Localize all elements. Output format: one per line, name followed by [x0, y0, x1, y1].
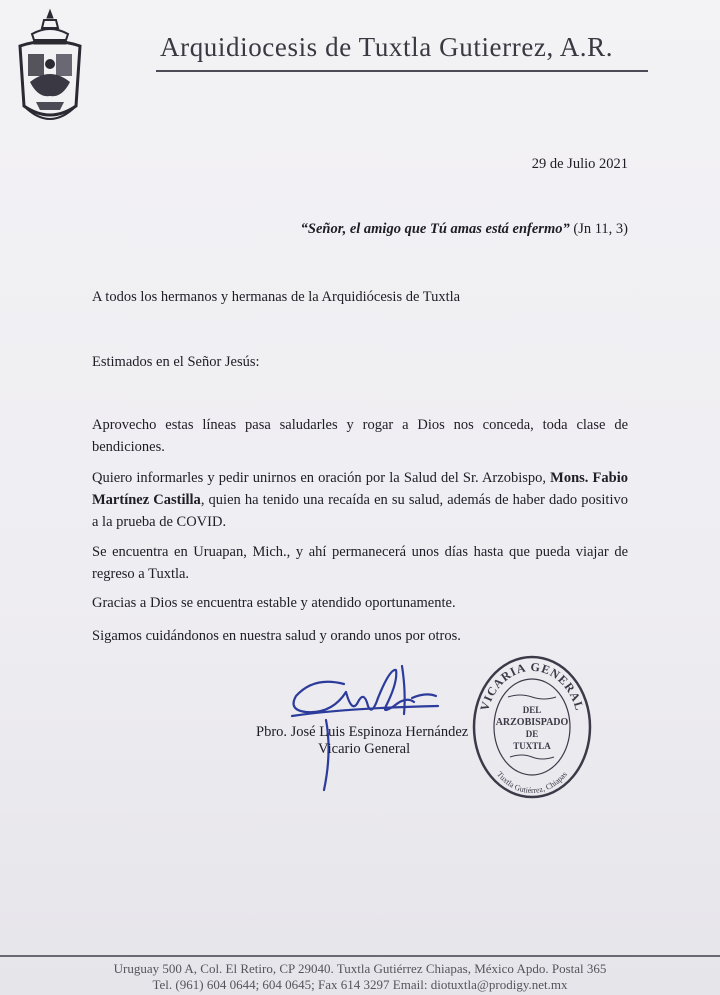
paragraph-greeting: Aprovecho estas líneas pasa saludarles y rogar a Dios nos conceda, toda clase de bendiciones.: [92, 417, 628, 455]
seal-line-2: ARZOBISPADO: [495, 717, 569, 728]
paragraph-location: Se encuentra en Uruapan, Mich., y ahí permanecerá unos días hasta que pueda viajar de regreso a Tuxtla.: [92, 544, 628, 582]
epigraph-quote: [301, 221, 628, 238]
paragraph-text: Quiero informarles y pedir unirnos en oración por la Salud del Sr. Arzobispo,: [92, 470, 551, 486]
addressee-line: A todos los hermanos y hermanas de la Arquidiócesis de Tuxtla: [92, 289, 461, 305]
archbishop-name: Mons. Fabio Martínez Castilla: [92, 470, 629, 508]
salutation: Estimados en el Señor Jesús:: [92, 354, 260, 370]
organization-title: Arquidiocesis de Tuxtla Gutierrez, A.R.: [160, 32, 614, 62]
footer-address: Uruguay 500 A, Col. El Retiro, CP 29040. Tuxtla Gutiérrez Chiapas, México Apdo. Postal 365: [113, 961, 607, 976]
quote-reference: (Jn 11, 3): [573, 221, 628, 237]
paragraph-status: Gracias a Dios se encuentra estable y atendido oportunamente.: [92, 595, 456, 611]
letter-date: 29 de Julio 2021: [531, 156, 628, 172]
seal-line-1: DEL: [522, 705, 542, 715]
archdiocese-crest-icon: [14, 6, 86, 132]
paragraph-prayer-request: [92, 467, 628, 533]
vicaria-general-seal: [470, 653, 594, 801]
seal-ring-bottom: Tuxtla Gutiérrez, Chiapas: [495, 769, 569, 796]
seal-line-3: DE: [525, 729, 539, 739]
seal-ring-top: VICARIA GENERAL: [477, 659, 587, 713]
footer-contact: Tel. (961) 604 0644; 604 0645; Fax 614 3297 Email: diotuxtla@prodigy.net.mx: [152, 977, 568, 992]
paragraph-closing: Sigamos cuidándonos en nuestra salud y orando unos por otros.: [92, 628, 461, 644]
seal-line-4: TUXTLA: [513, 741, 551, 751]
footer-divider: [0, 955, 720, 957]
quote-text: “Señor, el amigo que Tú amas está enfermo”: [300, 221, 570, 237]
signer-title: Vicario General: [318, 741, 411, 757]
header-divider: [156, 70, 648, 72]
signer-name: Pbro. José Luis Espinoza Hernández: [256, 724, 469, 740]
paragraph-text: , quien ha tenido una recaída en su salud, además de haber dado positivo a la prueba de COVID.: [92, 492, 628, 530]
